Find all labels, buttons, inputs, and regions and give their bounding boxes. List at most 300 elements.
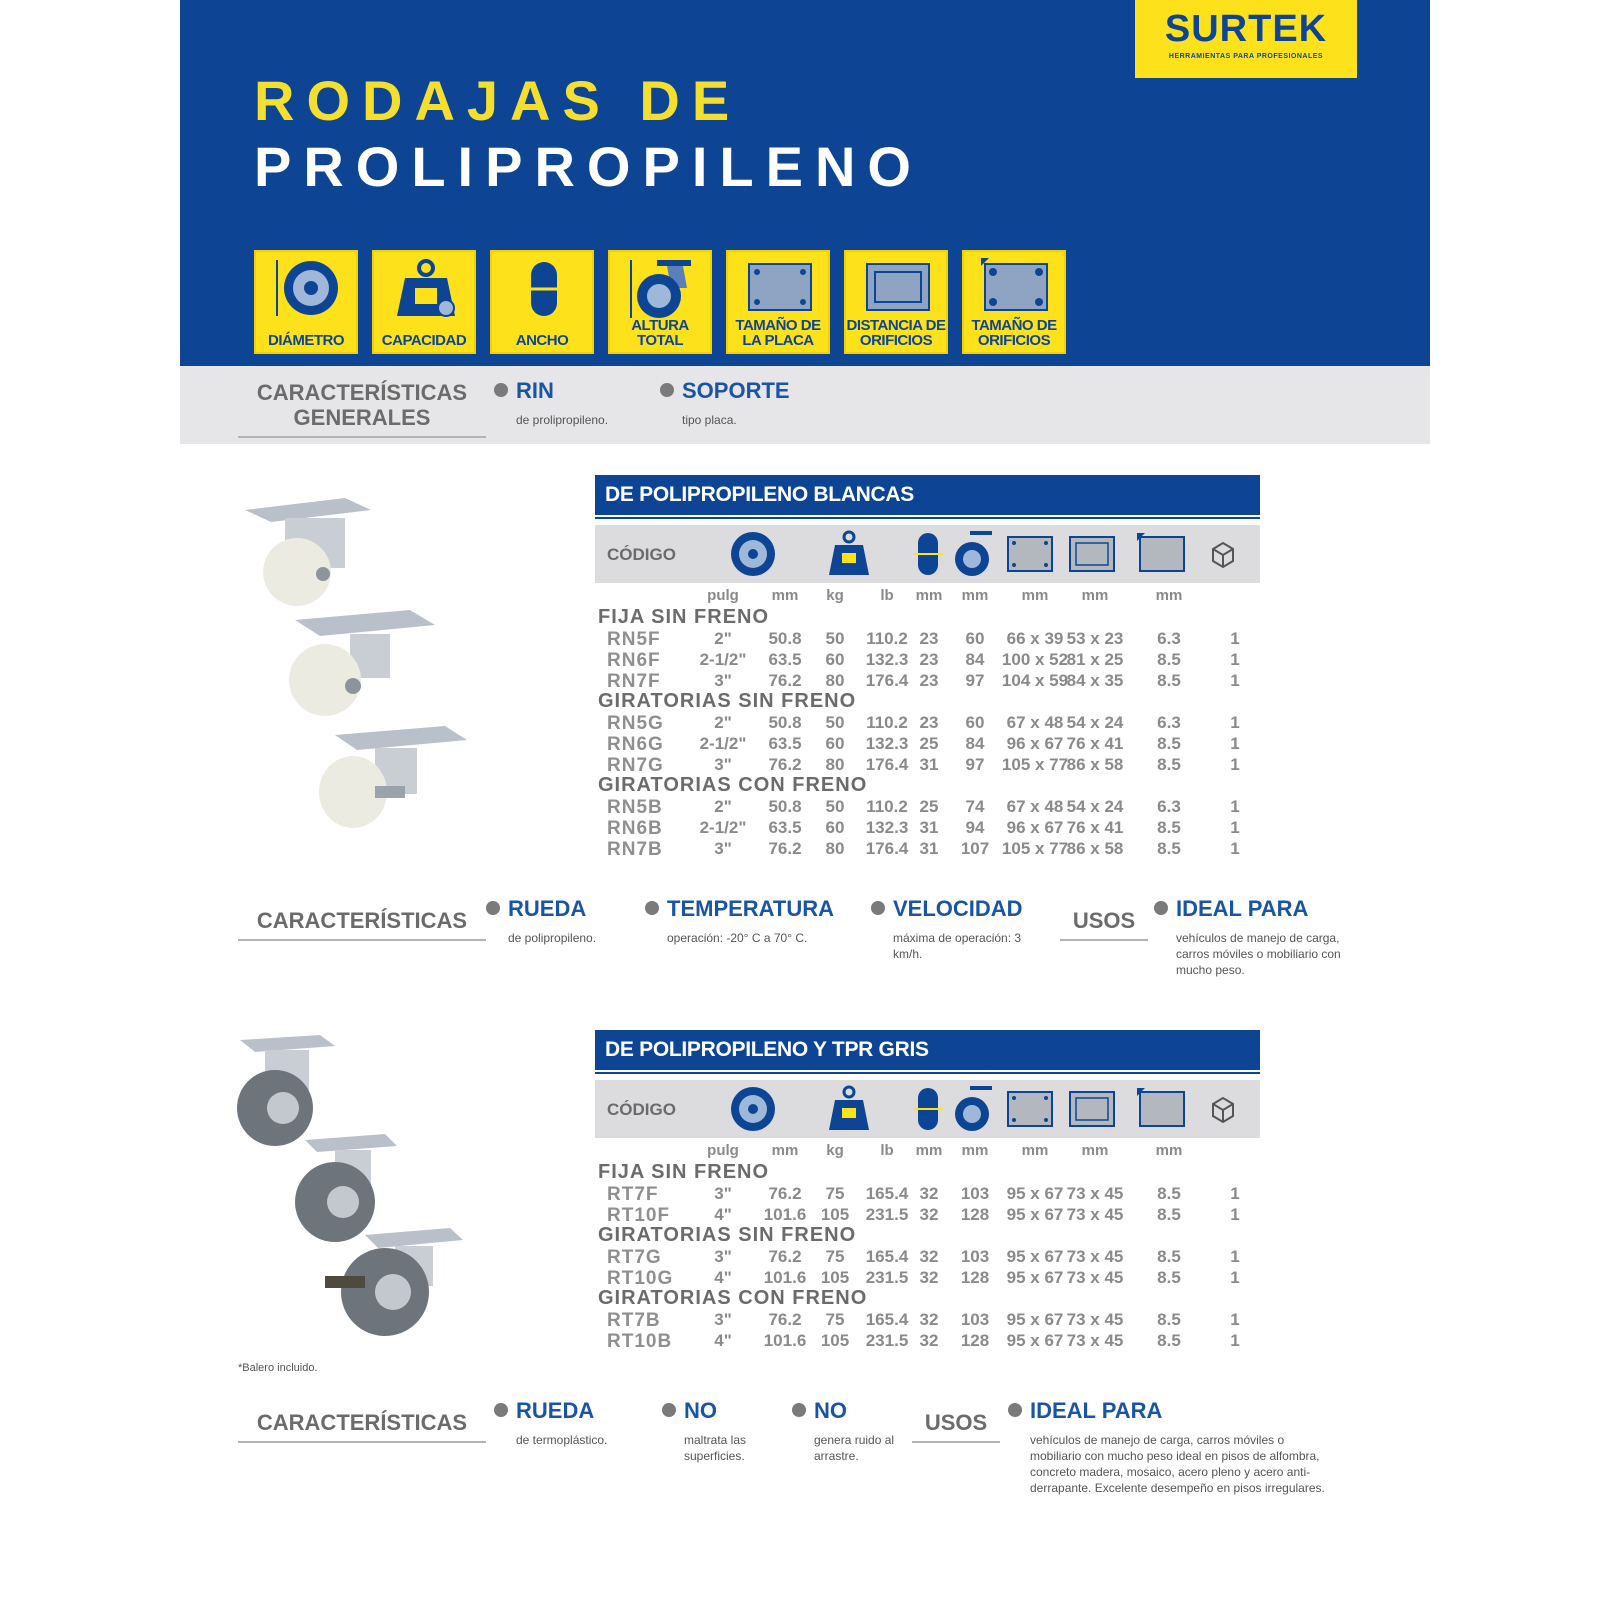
product-code: RN7G — [607, 755, 664, 776]
table-cell: 96 x 67 — [1006, 734, 1064, 753]
table-cell: 94 — [965, 818, 985, 837]
table-cell: 73 x 45 — [1066, 1184, 1124, 1203]
feature-soporte — [660, 378, 790, 428]
table-cell: 73 x 45 — [1066, 1247, 1124, 1266]
table-cell: 4" — [714, 1331, 732, 1350]
table-cell: 95 x 67 — [1006, 1247, 1064, 1266]
general-features-band — [180, 366, 1430, 444]
table-cell: 73 x 45 — [1066, 1331, 1124, 1350]
table1-title: DE POLIPROPILENO BLANCAS — [595, 475, 1260, 515]
table-cell: 165.4 — [865, 1184, 909, 1203]
grey-caster-brake — [325, 1228, 463, 1336]
diameter-icon — [725, 1084, 781, 1134]
group-heading: GIRATORIAS CON FRENO — [598, 774, 868, 796]
table-cell: 2-1/2" — [699, 650, 747, 669]
table-cell: 107 — [960, 839, 990, 858]
table-cell: 50.8 — [768, 713, 802, 732]
feature-rin — [494, 378, 608, 428]
code-header: CÓDIGO — [607, 545, 676, 564]
uses-title: IDEAL PARA — [1008, 1398, 1338, 1424]
table-row — [595, 1310, 1260, 1331]
table-cell: 1 — [1230, 1310, 1240, 1329]
table-cell: 50 — [825, 713, 845, 732]
table-cell: 6.3 — [1157, 629, 1181, 648]
table-cell: 3" — [714, 671, 732, 690]
table-cell: 60 — [965, 713, 985, 732]
table-cell: 67 x 48 — [1006, 713, 1064, 732]
table-cell: 231.5 — [865, 1205, 909, 1224]
table2-feature-no-ruido — [792, 1398, 902, 1464]
feature-desc: máxima de operación: 3 km/h. — [893, 931, 1022, 961]
table-cell: 8.5 — [1157, 839, 1181, 858]
capacity-icon — [825, 1084, 873, 1134]
unit-label: mm — [1155, 587, 1183, 604]
table-cell: 3" — [714, 839, 732, 858]
table-cell: 104 x 59 — [1001, 671, 1069, 690]
diameter-tile — [254, 250, 358, 354]
table-cell: 165.4 — [865, 1310, 909, 1329]
unit-label: kg — [826, 1142, 844, 1159]
feature-title: VELOCIDAD — [871, 896, 1051, 922]
table-cell: 105 x 77 — [1001, 755, 1069, 774]
table-cell: 60 — [965, 629, 985, 648]
table2-header — [595, 1080, 1260, 1138]
table-cell: 1 — [1230, 1184, 1240, 1203]
diameter-icon — [273, 258, 343, 318]
table-cell: 80 — [825, 755, 845, 774]
table-cell: 23 — [919, 671, 939, 690]
unit-label: mm — [1021, 1142, 1049, 1159]
table-cell: 8.5 — [1157, 1310, 1181, 1329]
brand-name: SURTEK — [1164, 8, 1328, 50]
table-row — [595, 671, 1260, 692]
table-cell: 50 — [825, 797, 845, 816]
table-cell: 8.5 — [1157, 734, 1181, 753]
group-heading: FIJA SIN FRENO — [598, 1161, 770, 1183]
total-height-icon — [950, 1084, 994, 1134]
table-cell: 84 x 35 — [1066, 671, 1124, 690]
feature-desc: operación: -20° C a 70° C. — [667, 931, 808, 945]
white-caster-swivel — [289, 610, 435, 716]
product-code: RN6B — [607, 818, 663, 839]
table-cell: 1 — [1230, 755, 1240, 774]
table2-feature-no-maltrata — [662, 1398, 772, 1464]
table-cell: 25 — [919, 734, 939, 753]
header-banner — [180, 0, 1430, 366]
feature-title: RIN — [494, 378, 608, 404]
product-code: RT7B — [607, 1310, 661, 1331]
table-cell: 97 — [965, 671, 985, 690]
table-cell: 8.5 — [1157, 1331, 1181, 1350]
table-cell: 110.2 — [866, 713, 908, 732]
table-cell: 231.5 — [865, 1268, 909, 1287]
table-cell: 2" — [714, 797, 732, 816]
unit-label: lb — [880, 1142, 894, 1159]
table-cell: 3" — [714, 755, 732, 774]
table-row — [595, 1205, 1260, 1226]
feature-desc: de termoplástico. — [516, 1433, 608, 1447]
product-code: RT10G — [607, 1268, 674, 1289]
table-cell: 86 x 58 — [1066, 839, 1124, 858]
table1-feature-temperatura — [645, 896, 855, 946]
width-icon — [509, 258, 579, 320]
table-cell: 54 x 24 — [1066, 797, 1124, 816]
table1-header — [595, 525, 1260, 583]
table-cell: 63.5 — [768, 734, 802, 753]
table-cell: 101.6 — [763, 1331, 807, 1350]
unit-label: mm — [961, 587, 989, 604]
code-header: CÓDIGO — [607, 1100, 676, 1119]
table-cell: 75 — [825, 1247, 845, 1266]
unit-label: mm — [1021, 587, 1049, 604]
table1-feature-velocidad — [871, 896, 1051, 962]
hole-size-icon — [1137, 529, 1187, 579]
feature-title: RUEDA — [494, 1398, 644, 1424]
table-cell: 4" — [714, 1268, 732, 1287]
table-cell: 73 x 45 — [1066, 1310, 1124, 1329]
general-features-label: CARACTERÍSTICAS GENERALES — [246, 380, 478, 430]
table2-feature-rueda — [494, 1398, 644, 1448]
table-cell: 76.2 — [768, 671, 802, 690]
table-cell: 1 — [1230, 1247, 1240, 1266]
table-cell: 1 — [1230, 1205, 1240, 1224]
feature-title: TEMPERATURA — [645, 896, 855, 922]
table2-units-row — [595, 1142, 1260, 1162]
table-cell: 73 x 45 — [1066, 1268, 1124, 1287]
grey-caster-swivel — [295, 1134, 397, 1242]
table-cell: 8.5 — [1157, 1268, 1181, 1287]
product-code: RT10F — [607, 1205, 671, 1226]
product-code: RN5G — [607, 713, 664, 734]
table-cell: 76.2 — [768, 1184, 802, 1203]
table-cell: 23 — [919, 629, 939, 648]
unit-label: mm — [1081, 1142, 1109, 1159]
product-code: RN6F — [607, 650, 661, 671]
unit-label: pulg — [707, 587, 739, 604]
feature-title: NO — [792, 1398, 902, 1424]
table-cell: 67 x 48 — [1006, 797, 1064, 816]
table-cell: 1 — [1230, 1331, 1240, 1350]
group-heading: GIRATORIAS SIN FRENO — [598, 1224, 857, 1246]
feature-title: SOPORTE — [660, 378, 790, 404]
unit-label: mm — [915, 587, 943, 604]
table-cell: 76.2 — [768, 1310, 802, 1329]
unit-label: mm — [771, 1142, 799, 1159]
table-cell: 76.2 — [768, 1247, 802, 1266]
table2-chars-label: CARACTERÍSTICAS — [246, 1410, 478, 1435]
table-cell: 1 — [1230, 1268, 1240, 1287]
table-cell: 32 — [919, 1268, 939, 1287]
table-cell: 76 x 41 — [1066, 818, 1124, 837]
icon-label: DIÁMETRO — [268, 332, 344, 349]
table-cell: 105 — [820, 1331, 850, 1350]
table-cell: 105 — [820, 1268, 850, 1287]
table-cell: 101.6 — [763, 1268, 807, 1287]
table-cell: 23 — [919, 650, 939, 669]
unit-label: mm — [771, 587, 799, 604]
table-cell: 6.3 — [1157, 713, 1181, 732]
table-cell: 176.4 — [865, 839, 909, 858]
page-title-line2: PROLIPROPILENO — [254, 135, 923, 198]
table-cell: 95 x 67 — [1006, 1310, 1064, 1329]
table-cell: 1 — [1230, 650, 1240, 669]
table-cell: 32 — [919, 1184, 939, 1203]
table-cell: 176.4 — [865, 671, 909, 690]
table-row — [595, 1184, 1260, 1205]
table-cell: 53 x 23 — [1066, 629, 1124, 648]
icon-label: ALTURA TOTAL — [631, 317, 689, 349]
width-icon — [913, 529, 943, 579]
product-code: RT7F — [607, 1184, 659, 1205]
table-cell: 84 — [965, 650, 985, 669]
table-cell: 103 — [960, 1310, 990, 1329]
table-row — [595, 839, 1260, 860]
table-row — [595, 734, 1260, 755]
table-row — [595, 1247, 1260, 1268]
table-cell: 6.3 — [1157, 797, 1181, 816]
icon-label: TAMAÑO DE ORIFICIOS — [971, 317, 1057, 349]
table-cell: 1 — [1230, 734, 1240, 753]
table2-uses — [1008, 1398, 1338, 1496]
table-cell: 110.2 — [866, 797, 908, 816]
product-code: RN5B — [607, 797, 663, 818]
table-cell: 1 — [1230, 797, 1240, 816]
table-cell: 84 — [965, 734, 985, 753]
hole-size-icon — [981, 258, 1051, 320]
hole-distance-tile — [844, 250, 948, 354]
table-cell: 75 — [825, 1310, 845, 1329]
table-row — [595, 650, 1260, 671]
plate-size-icon — [1005, 529, 1055, 579]
table-cell: 128 — [960, 1331, 990, 1350]
icon-label: CAPACIDAD — [381, 332, 467, 349]
group-heading: FIJA SIN FRENO — [598, 606, 770, 628]
plate-size-icon — [1005, 1084, 1055, 1134]
table-cell: 60 — [825, 818, 845, 837]
feature-desc: de polipropileno. — [508, 931, 597, 945]
total-height-icon — [627, 258, 697, 320]
table-cell: 23 — [919, 713, 939, 732]
plate-size-icon — [745, 258, 815, 320]
table-cell: 75 — [825, 1184, 845, 1203]
table-cell: 165.4 — [865, 1247, 909, 1266]
table-cell: 50.8 — [768, 797, 802, 816]
table-cell: 100 x 52 — [1001, 650, 1069, 669]
uses-title: IDEAL PARA — [1154, 896, 1344, 922]
table-cell: 25 — [919, 797, 939, 816]
table-cell: 86 x 58 — [1066, 755, 1124, 774]
unit-label: mm — [961, 1142, 989, 1159]
table-cell: 81 x 25 — [1066, 650, 1124, 669]
table-cell: 105 x 77 — [1001, 839, 1069, 858]
hole-distance-icon — [863, 258, 933, 320]
table-row — [595, 1331, 1260, 1352]
table-cell: 128 — [960, 1205, 990, 1224]
table-cell: 73 x 45 — [1066, 1205, 1124, 1224]
table-cell: 132.3 — [865, 818, 909, 837]
group-heading: GIRATORIAS CON FRENO — [598, 1287, 868, 1309]
product-code: RN5F — [607, 629, 661, 650]
table-cell: 32 — [919, 1247, 939, 1266]
table-cell: 103 — [960, 1184, 990, 1203]
catalog-sheet — [180, 0, 1430, 1600]
table2-title: DE POLIPROPILENO Y TPR GRIS — [595, 1030, 1260, 1070]
table-cell: 8.5 — [1157, 818, 1181, 837]
grey-caster-images — [235, 1030, 475, 1360]
unit-label: pulg — [707, 1142, 739, 1159]
product-code: RT10B — [607, 1331, 673, 1352]
table-cell: 80 — [825, 839, 845, 858]
white-caster-fixed — [245, 498, 371, 606]
table-cell: 103 — [960, 1247, 990, 1266]
table-cell: 96 x 67 — [1006, 818, 1064, 837]
product-code: RN7F — [607, 671, 661, 692]
table-cell: 31 — [919, 818, 939, 837]
table-cell: 2" — [714, 713, 732, 732]
table-cell: 95 x 67 — [1006, 1205, 1064, 1224]
table-cell: 128 — [960, 1268, 990, 1287]
table-cell: 1 — [1230, 671, 1240, 690]
hole-size-icon — [1137, 1084, 1187, 1134]
feature-desc: tipo placa. — [682, 413, 737, 427]
table-cell: 60 — [825, 734, 845, 753]
table-row — [595, 797, 1260, 818]
table2-uses-label: USOS — [920, 1410, 992, 1435]
table-cell: 32 — [919, 1310, 939, 1329]
table-cell: 1 — [1230, 839, 1240, 858]
table-cell: 105 — [820, 1205, 850, 1224]
table-cell: 176.4 — [865, 755, 909, 774]
hole-distance-icon — [1067, 529, 1117, 579]
product-code: RN7B — [607, 839, 663, 860]
plate-size-tile — [726, 250, 830, 354]
table1-chars-label: CARACTERÍSTICAS — [246, 908, 478, 933]
table-cell: 50.8 — [768, 629, 802, 648]
table1-units-row — [595, 587, 1260, 607]
uses-desc: vehículos de manejo de carga, carros móviles o mobiliario con mucho peso. — [1176, 931, 1341, 977]
group-heading: GIRATORIAS SIN FRENO — [598, 690, 857, 712]
table-cell: 1 — [1230, 818, 1240, 837]
table-cell: 95 x 67 — [1006, 1331, 1064, 1350]
feature-title: NO — [662, 1398, 772, 1424]
grey-caster-fixed — [237, 1035, 335, 1146]
uses-desc: vehículos de manejo de carga, carros móviles o mobiliario con mucho peso ideal en pisos de alfombra, concreto madera, mosaico, acero pleno y acero anti-derrapante. Excelente desempeño en pisos irregulares. — [1030, 1433, 1325, 1495]
brand-logo — [1135, 0, 1357, 78]
table-cell: 31 — [919, 755, 939, 774]
table-cell: 2" — [714, 629, 732, 648]
table-cell: 63.5 — [768, 818, 802, 837]
unit-label: lb — [880, 587, 894, 604]
product-code: RN6G — [607, 734, 664, 755]
table-cell: 3" — [714, 1184, 732, 1203]
table-cell: 32 — [919, 1331, 939, 1350]
table-cell: 8.5 — [1157, 755, 1181, 774]
total-height-icon — [950, 529, 994, 579]
unit-label: mm — [1081, 587, 1109, 604]
capacity-icon — [825, 529, 873, 579]
capacity-tile — [372, 250, 476, 354]
table-cell: 95 x 67 — [1006, 1184, 1064, 1203]
width-icon — [913, 1084, 943, 1134]
table-cell: 2-1/2" — [699, 818, 747, 837]
table-cell: 97 — [965, 755, 985, 774]
feature-desc: de prolipropileno. — [516, 413, 609, 427]
table-row — [595, 1268, 1260, 1289]
table-cell: 231.5 — [865, 1331, 909, 1350]
table-cell: 2-1/2" — [699, 734, 747, 753]
product-code: RT7G — [607, 1247, 662, 1268]
unit-label: mm — [1155, 1142, 1183, 1159]
table-cell: 76.2 — [768, 755, 802, 774]
icon-label: TAMAÑO DE LA PLACA — [735, 317, 821, 349]
table-cell: 8.5 — [1157, 1247, 1181, 1266]
feature-title: RUEDA — [486, 896, 626, 922]
table-cell: 95 x 67 — [1006, 1268, 1064, 1287]
bearing-note: *Balero incluido. — [238, 1362, 318, 1374]
page-title-line1: RODAJAS DE — [254, 69, 742, 132]
table1-feature-rueda — [486, 896, 626, 946]
table-cell: 8.5 — [1157, 650, 1181, 669]
table-cell: 32 — [919, 1205, 939, 1224]
table-cell: 1 — [1230, 629, 1240, 648]
table-cell: 4" — [714, 1205, 732, 1224]
table-cell: 1 — [1230, 713, 1240, 732]
total-height-tile — [608, 250, 712, 354]
unit-label: kg — [826, 587, 844, 604]
table-cell: 54 x 24 — [1066, 713, 1124, 732]
table-cell: 31 — [919, 839, 939, 858]
diameter-icon — [725, 529, 781, 579]
table-cell: 80 — [825, 671, 845, 690]
table-cell: 76.2 — [768, 839, 802, 858]
hole-distance-icon — [1067, 1084, 1117, 1134]
table1-uses — [1154, 896, 1344, 978]
brand-tagline: HERRAMIENTAS PARA PROFESIONALES — [1168, 53, 1324, 60]
table-cell: 63.5 — [768, 650, 802, 669]
white-caster-brake — [319, 726, 467, 828]
hole-size-tile — [962, 250, 1066, 354]
table-cell: 66 x 39 — [1006, 629, 1064, 648]
icon-label: ANCHO — [515, 332, 569, 349]
spec-icon-legend — [254, 250, 1066, 354]
table-cell: 101.6 — [763, 1205, 807, 1224]
table-cell: 8.5 — [1157, 671, 1181, 690]
table-row — [595, 755, 1260, 776]
table1-uses-label: USOS — [1068, 908, 1140, 933]
table-cell: 3" — [714, 1247, 732, 1266]
unit-label: mm — [915, 1142, 943, 1159]
table-cell: 132.3 — [865, 650, 909, 669]
table-cell: 8.5 — [1157, 1184, 1181, 1203]
feature-desc: maltrata las superficies. — [684, 1433, 747, 1463]
package-quantity-icon — [1207, 529, 1237, 579]
table-cell: 132.3 — [865, 734, 909, 753]
table-cell: 110.2 — [866, 629, 908, 648]
capacity-icon — [391, 258, 461, 320]
table-cell: 50 — [825, 629, 845, 648]
table-cell: 74 — [965, 797, 985, 816]
table-row — [595, 818, 1260, 839]
table-cell: 76 x 41 — [1066, 734, 1124, 753]
white-caster-images — [235, 490, 475, 860]
table-row — [595, 629, 1260, 650]
package-quantity-icon — [1207, 1084, 1237, 1134]
table-row — [595, 713, 1260, 734]
feature-desc: genera ruido al arrastre. — [814, 1433, 895, 1463]
table-cell: 60 — [825, 650, 845, 669]
table-cell: 3" — [714, 1310, 732, 1329]
width-tile — [490, 250, 594, 354]
